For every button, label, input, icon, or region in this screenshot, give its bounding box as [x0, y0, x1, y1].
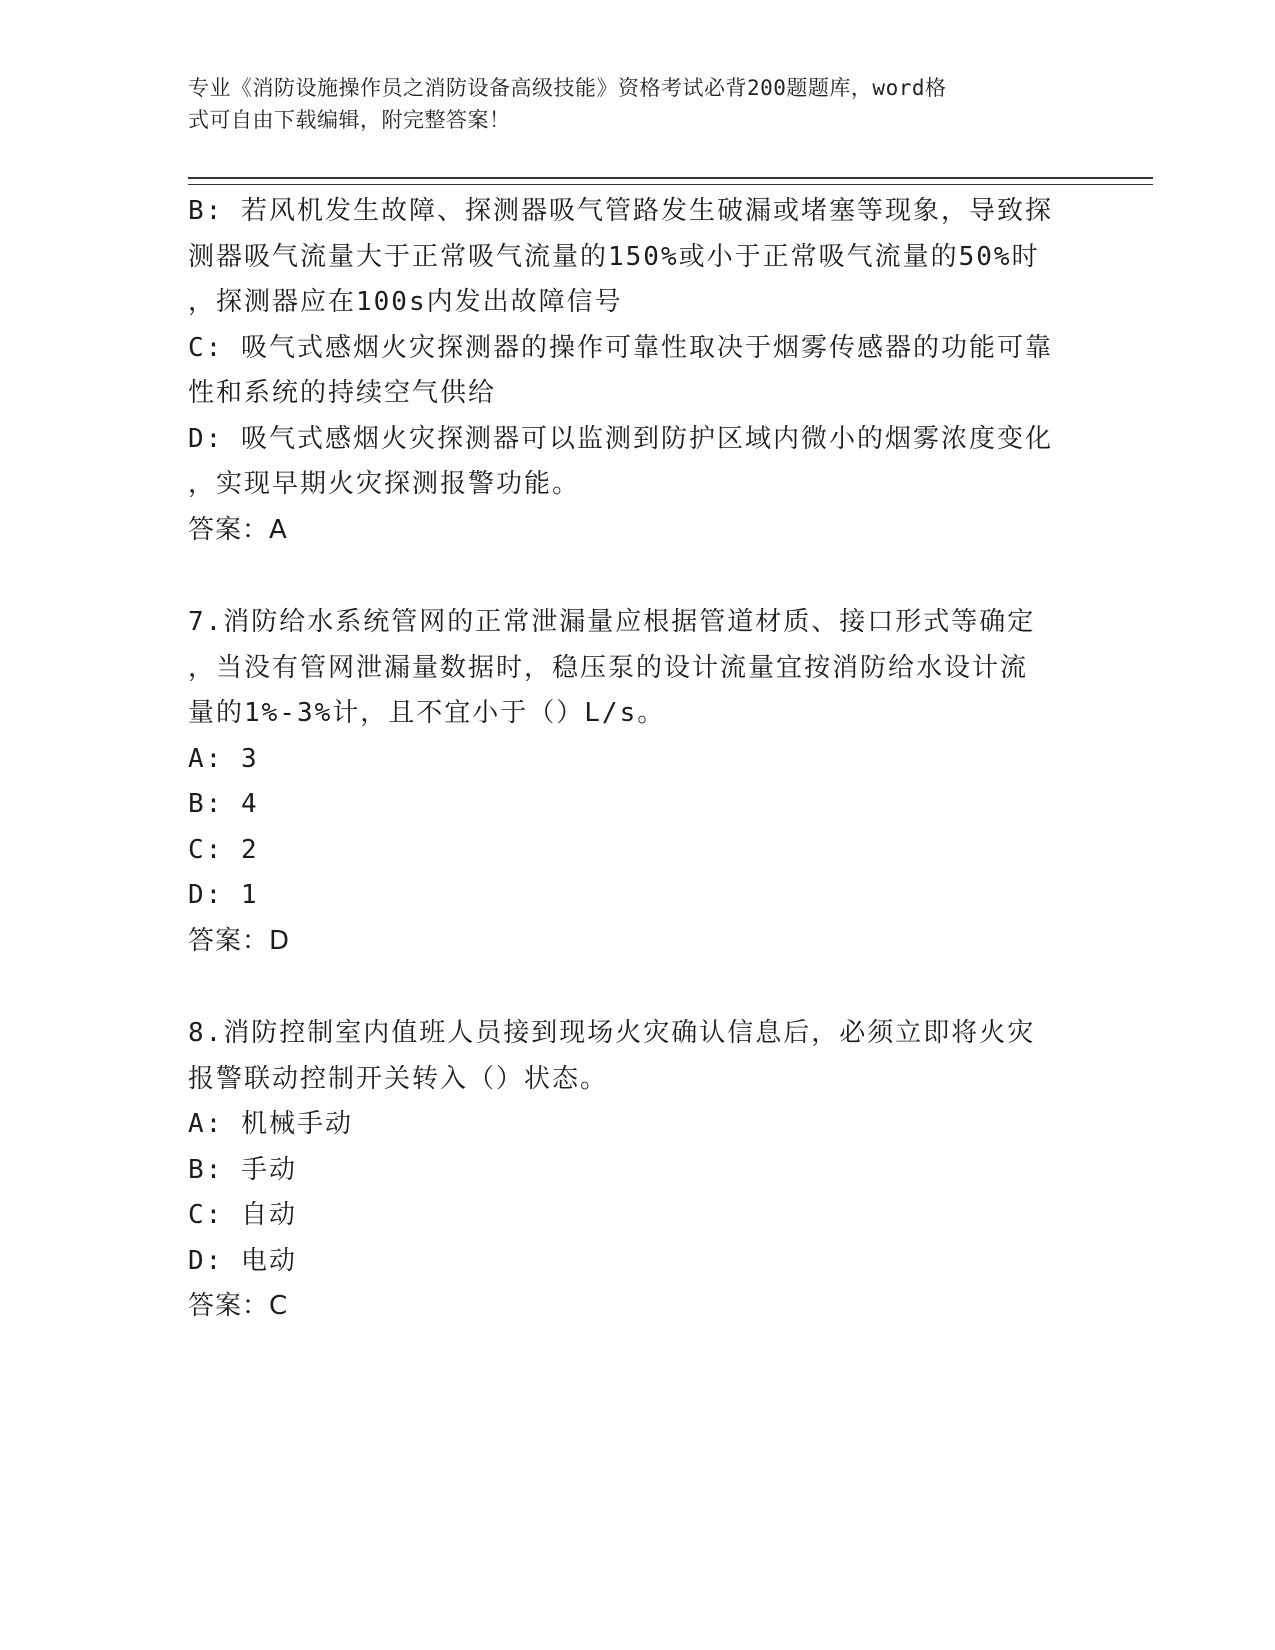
question-stem-line: 8.消防控制室内值班人员接到现场火灾确认信息后，必须立即将火灾	[188, 1018, 1036, 1048]
question-stem-line: 7.消防给水系统管网的正常泄漏量应根据管道材质、接口形式等确定	[188, 607, 1036, 637]
spacer	[188, 964, 1088, 1011]
question-content	[188, 189, 1088, 1330]
document-header	[188, 72, 1068, 136]
option-b-line: B: 若风机发生故障、探测器吸气管路发生破漏或堵塞等现象，导致探	[188, 196, 1053, 226]
option-c: C: 2	[188, 834, 259, 865]
spacer	[188, 553, 1088, 600]
option-b-line: ，探测器应在100s内发出故障信号	[188, 287, 623, 317]
question-stem-line: ，当没有管网泄漏量数据时，稳压泵的设计流量宜按消防给水设计流	[188, 652, 1029, 683]
question-6-continued	[188, 189, 1088, 553]
answer-label: 答案：A	[188, 514, 288, 545]
option-d: D: 电动	[188, 1245, 297, 1276]
header-line: 式可自由下载编辑，附完整答案！	[188, 108, 511, 132]
answer-label: 答案：C	[188, 1291, 289, 1321]
option-b: B: 4	[188, 789, 259, 819]
option-d-line: ，实现早期火灾探测报警功能。	[188, 469, 581, 499]
option-b-line: 测器吸气流量大于正常吸气流量的150%或小于正常吸气流量的50%时	[188, 241, 1040, 272]
header-divider	[188, 177, 1153, 185]
option-d: D: 1	[188, 880, 259, 910]
header-line: 专业《消防设施操作员之消防设备高级技能》资格考试必背200题题库，word格	[188, 76, 947, 100]
option-c-line: C: 吸气式感烟火灾探测器的操作可靠性取决于烟雾传感器的功能可靠	[188, 332, 1053, 363]
question-8	[188, 1011, 1088, 1330]
option-c-line: 性和系统的持续空气供给	[188, 378, 497, 408]
option-b: B: 手动	[188, 1154, 297, 1185]
option-a: A: 机械手动	[188, 1109, 353, 1139]
option-a: A: 3	[188, 743, 259, 774]
option-c: C: 自动	[188, 1200, 297, 1230]
question-stem-line: 报警联动控制开关转入（）状态。	[188, 1063, 609, 1094]
option-d-line: D: 吸气式感烟火灾探测器可以监测到防护区域内微小的烟雾浓度变化	[188, 423, 1053, 454]
question-7	[188, 600, 1088, 964]
question-stem-line: 量的1%-3%计，且不宜小于（）L/s。	[188, 698, 666, 728]
answer-label: 答案：D	[188, 925, 291, 956]
